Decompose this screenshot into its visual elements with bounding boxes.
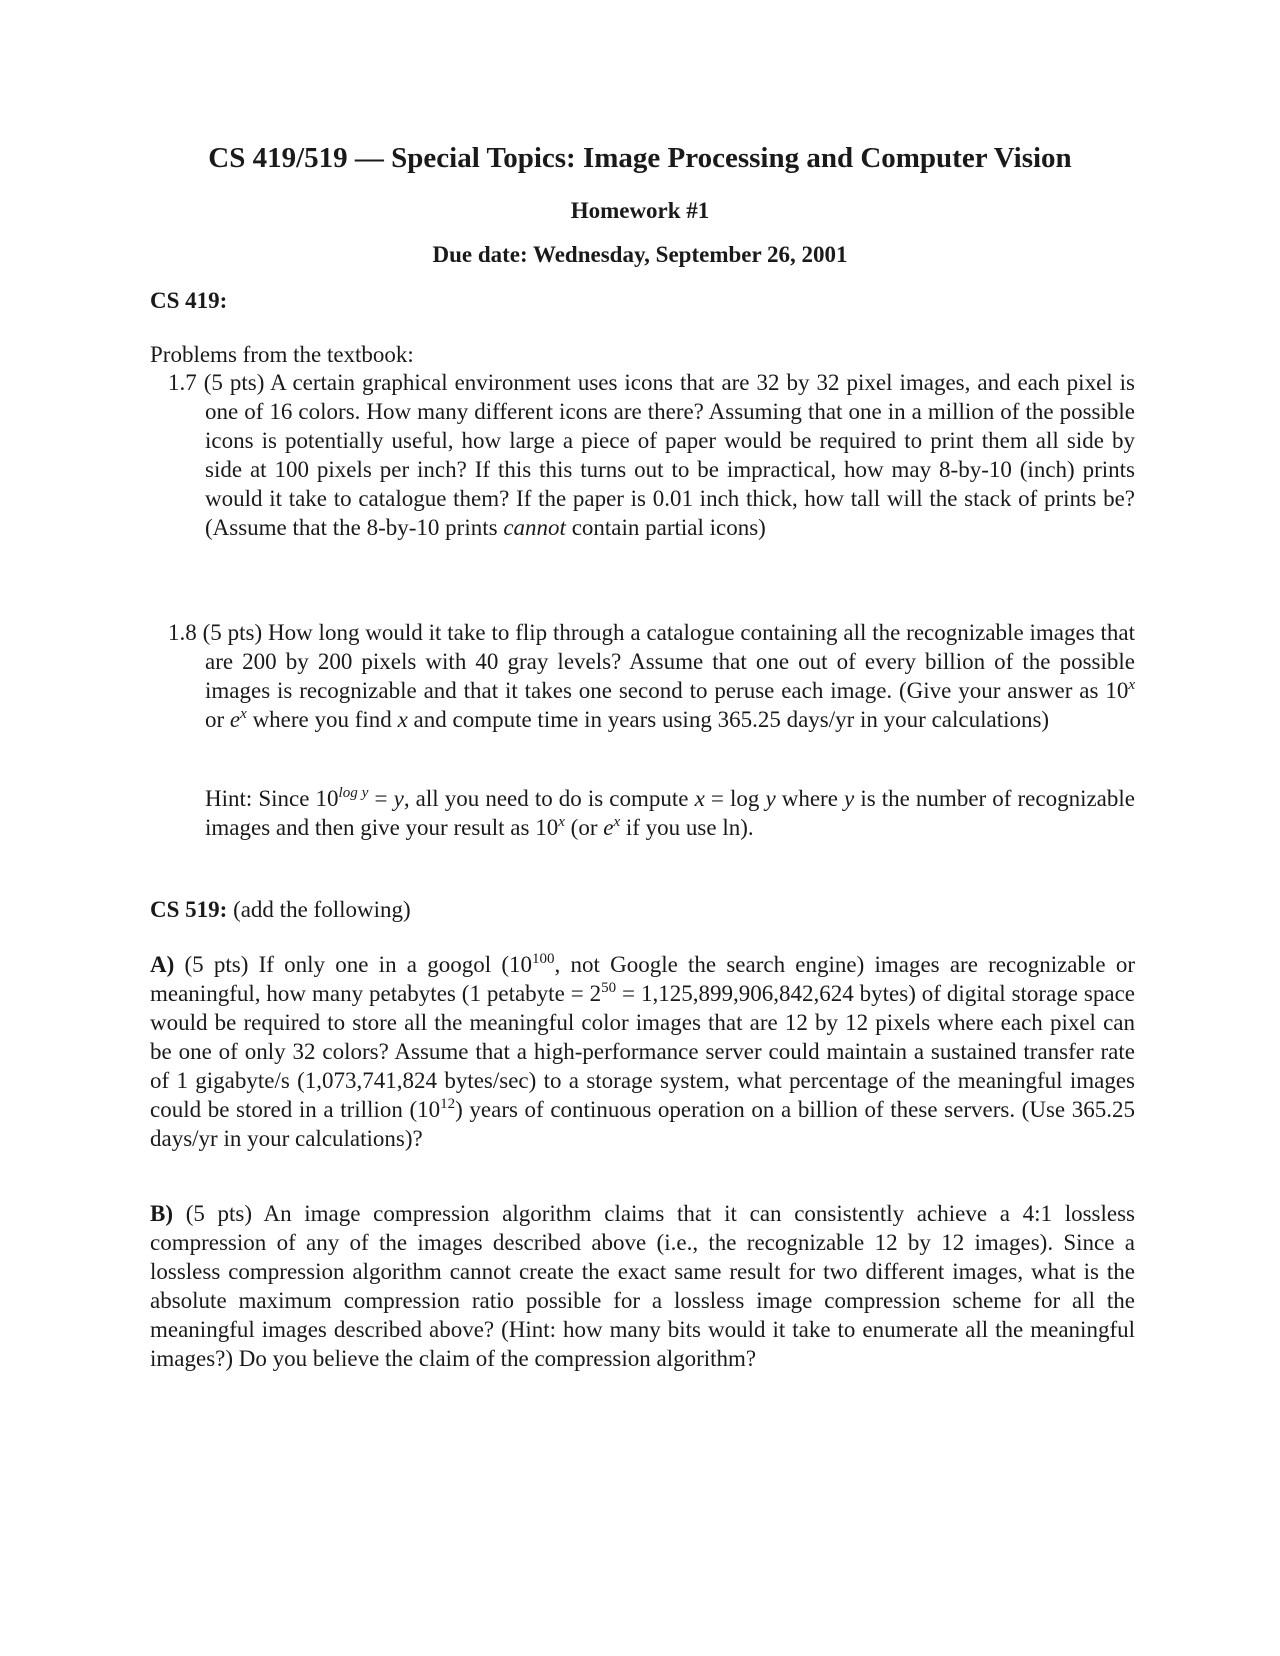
problem-a-text-b: , not Google the search engine) images are recognizable or meaningful, how many petabytes (1 petabyte = 2 [150, 952, 1135, 1006]
due-date: Due date: Wednesday, September 26, 2001 [432, 242, 848, 267]
cs519-heading-line [150, 895, 1135, 924]
hint-y2: y [765, 786, 776, 811]
problem-1-7 [150, 368, 1135, 542]
problem-a-text-d: ) years of continuous operation on a billion of these servers. (Use 365.25 days/yr in your calculations)? [150, 1097, 1135, 1151]
hint-x: x [694, 786, 705, 811]
problem-1-8-text-c: and compute time in years using 365.25 days/yr in your calculations) [407, 707, 1050, 732]
course-title: CS 419/519 — Special Topics: Image Processing and Computer Vision [208, 142, 1072, 174]
hint-y1: y [393, 786, 404, 811]
problem-1-7-emphasis: cannot [503, 515, 566, 540]
problem-a-sup-50: 50 [601, 980, 617, 996]
hint-text-g: (or [564, 815, 604, 840]
cs419-heading: CS 419: [150, 288, 228, 313]
problem-a [150, 950, 1135, 1153]
problem-1-7-number: 1.7 [168, 370, 197, 395]
problem-1-8-text-b: where you find [246, 707, 398, 732]
problem-a-text-a: (5 pts) If only one in a googol (10 [174, 952, 532, 977]
hint-text-c: , all you need to do is compute [403, 786, 695, 811]
problem-1-8-x: x [397, 707, 408, 732]
problem-b-label: B) [150, 1201, 173, 1226]
problem-1-8-e: e [229, 707, 241, 732]
hint-text-b: = [368, 786, 394, 811]
problem-b [150, 1199, 1135, 1373]
problem-1-8-or: or [205, 707, 230, 732]
hint-text-e: where [775, 786, 845, 811]
hint-sup-log: log y [338, 785, 369, 801]
problem-1-7-text-a: (5 pts) A certain graphical environment uses icons that are 32 by 32 pixel images, and each pixel is one of 16 colors. How many different icons are there? Assuming that one in a million of the possible icons is potentially useful, how large a piece of paper would be required to print them all side by side at 100 pixels per inch? If this this turns out to be impractical, how may 8-by-10 (inch) prints would it take to catalogue them? If the paper is 0.01 inch thick, how tall will the stack of prints be? (Assume that the 8-by-10 prints [203, 370, 1135, 540]
hint-sup-x: x [558, 814, 565, 830]
hint-y3: y [844, 786, 855, 811]
cs519-heading-note: (add the following) [227, 897, 411, 922]
problem-a-sup-100: 100 [532, 951, 555, 967]
problem-b-text: (5 pts) An image compression algorithm claims that it can consistently achieve a 4:1 lossless compression of any of the images described above (i.e., the recognizable 12 by 12 images). Since a lossless compression algorithm cannot create the exact same result for two different images, what is the absolute maximum compression ratio possible for a lossless image compression scheme for all the meaningful images described above? (Hint: how many bits would it take to enumerate all the meaningful images?) Do you believe the claim of the compression algorithm? [150, 1201, 1135, 1371]
problem-1-8 [150, 618, 1135, 734]
problem-1-8-number: 1.8 [168, 620, 197, 645]
hint-text-f: is the number of recognizable images and then give your result as 10 [205, 786, 1135, 840]
hint-e: e [603, 815, 614, 840]
problem-1-8-sup-x2: x [240, 706, 247, 722]
problem-1-8-text-a: (5 pts) How long would it take to flip through a catalogue containing all the recognizable images that are 200 by 200 pixels with 40 gray levels? Assume that one out of every billion of the possible images is recognizable and that it takes one second to peruse each image. (Give your answer as 10 [202, 620, 1135, 703]
hint-sup-x2: x [613, 814, 621, 830]
homework-title: Homework #1 [570, 198, 710, 223]
problem-1-8-sup-x1: x [1128, 677, 1135, 693]
hint-text-a: Hint: Since 10 [205, 786, 339, 811]
problem-a-text-c: = 1,125,899,906,842,624 bytes) of digital storage space would be required to store all the meaningful color images that are 12 by 12 pixels where each pixel can be one of only 32 colors? Assume that a high-performance server could maintain a sustained transfer rate of 1 gigabyte/s (1,073,741,824 bytes/sec) to a storage system, what percentage of the meaningful images could be stored in a trillion (10 [150, 981, 1135, 1122]
hint-text-h: if you use ln). [620, 815, 754, 840]
hint-paragraph [205, 784, 1135, 842]
problem-a-label: A) [150, 952, 175, 977]
problems-intro: Problems from the textbook: [150, 342, 414, 367]
problem-1-7-text-b: contain partial icons) [571, 515, 766, 540]
problem-a-sup-12: 12 [440, 1096, 456, 1112]
cs519-heading: CS 519: [150, 897, 228, 922]
hint-text-d: = log [704, 786, 766, 811]
